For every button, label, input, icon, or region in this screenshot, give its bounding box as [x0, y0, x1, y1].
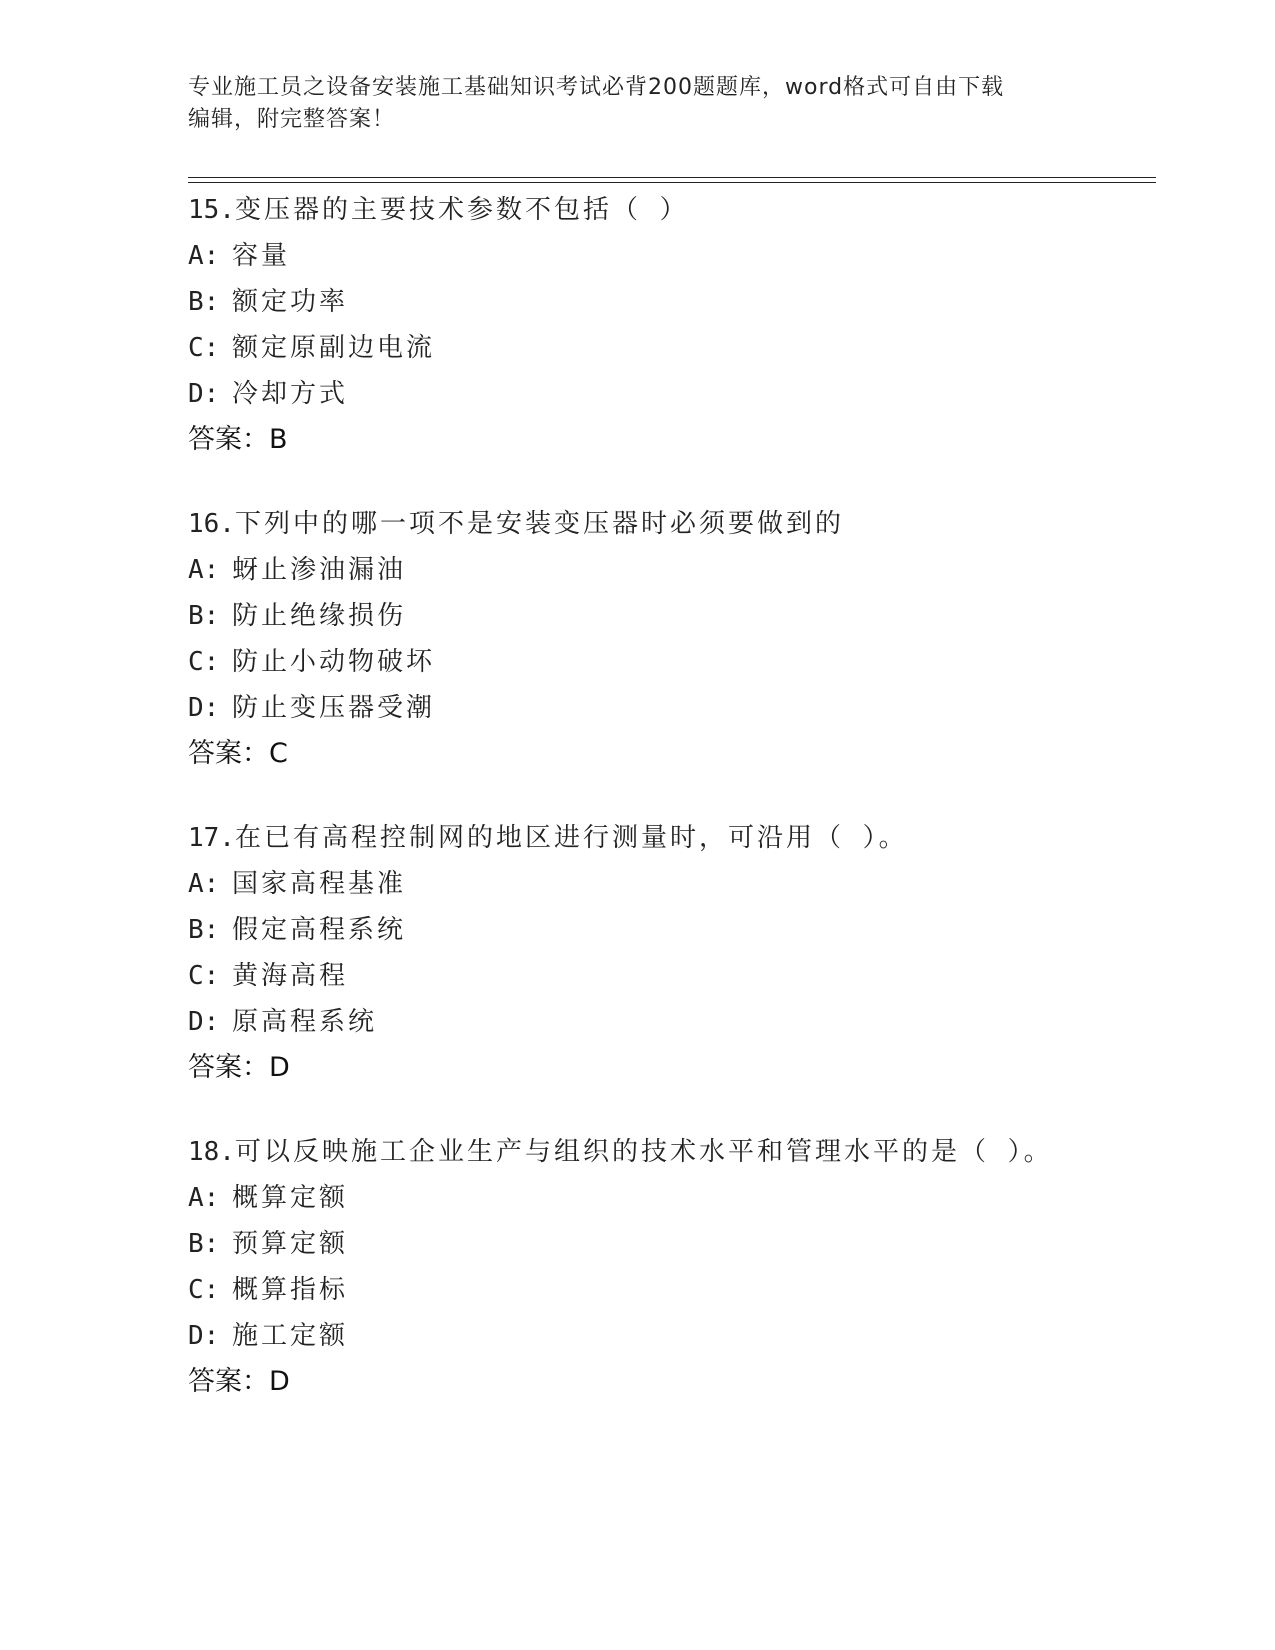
question-block: [188, 815, 1148, 1091]
option-letter: B:: [188, 915, 220, 945]
question-title: [188, 501, 1148, 547]
option-c: [188, 953, 1148, 999]
answer-line: 答案：D: [188, 1366, 290, 1397]
header-line-1: 专业施工员之设备安装施工基础知识考试必背200题题库，word格式可自由下载: [188, 75, 1005, 100]
option-letter: D:: [188, 379, 220, 409]
question-text: 变压器的主要技术参数不包括（ ）: [234, 195, 689, 225]
option-letter: A:: [188, 555, 220, 585]
header-divider-top: [188, 177, 1156, 178]
option-letter: A:: [188, 1183, 220, 1213]
option-text: 额定功率: [232, 287, 349, 317]
option-letter: C:: [188, 1275, 220, 1305]
question-text: 下列中的哪一项不是安装变压器时必须要做到的: [234, 509, 844, 539]
option-text: 额定原副边电流: [232, 333, 436, 363]
option-b: [188, 593, 1148, 639]
question-text: 可以反映施工企业生产与组织的技术水平和管理水平的是（ ）。: [234, 1137, 1053, 1167]
option-a: [188, 861, 1148, 907]
option-letter: A:: [188, 241, 220, 271]
question-text: 在已有高程控制网的地区进行测量时，可沿用（ ）。: [234, 823, 908, 853]
question-block: [188, 187, 1148, 463]
question-number: 16.: [188, 509, 235, 539]
option-text: 容量: [232, 241, 291, 271]
option-text: 黄海高程: [232, 961, 349, 991]
option-letter: D:: [188, 1007, 220, 1037]
option-letter: D:: [188, 693, 220, 723]
option-text: 蚜止渗油漏油: [232, 555, 407, 585]
option-text: 防止小动物破坏: [232, 647, 436, 677]
option-letter: C:: [188, 333, 220, 363]
question-number: 15.: [188, 195, 235, 225]
option-a: [188, 547, 1148, 593]
answer-line: 答案：B: [188, 424, 288, 455]
option-b: [188, 279, 1148, 325]
option-d: [188, 999, 1148, 1045]
question-number: 18.: [188, 1137, 235, 1167]
answer-line: 答案：C: [188, 738, 288, 769]
option-c: [188, 1267, 1148, 1313]
option-text: 概算指标: [232, 1275, 349, 1305]
question-number: 17.: [188, 823, 235, 853]
option-letter: D:: [188, 1321, 220, 1351]
option-d: [188, 371, 1148, 417]
option-a: [188, 233, 1148, 279]
option-text: 国家高程基准: [232, 869, 407, 899]
question-title: [188, 815, 1148, 861]
option-c: [188, 325, 1148, 371]
option-letter: C:: [188, 647, 220, 677]
option-text: 原高程系统: [232, 1007, 378, 1037]
question-title: [188, 1129, 1148, 1175]
option-letter: C:: [188, 961, 220, 991]
option-text: 冷却方式: [232, 379, 349, 409]
option-d: [188, 685, 1148, 731]
option-text: 防止绝缘损伤: [232, 601, 407, 631]
option-text: 预算定额: [232, 1229, 349, 1259]
option-letter: B:: [188, 601, 220, 631]
option-b: [188, 1221, 1148, 1267]
header-line-2: 编辑，附完整答案！: [188, 107, 396, 132]
option-text: 防止变压器受潮: [232, 693, 436, 723]
header-divider-bottom: [188, 182, 1156, 183]
option-text: 施工定额: [232, 1321, 349, 1351]
option-a: [188, 1175, 1148, 1221]
question-block: [188, 1129, 1148, 1405]
option-text: 概算定额: [232, 1183, 349, 1213]
option-letter: B:: [188, 1229, 220, 1259]
question-block: [188, 501, 1148, 777]
option-c: [188, 639, 1148, 685]
option-d: [188, 1313, 1148, 1359]
answer-line: 答案：D: [188, 1052, 290, 1083]
option-text: 假定高程系统: [232, 915, 407, 945]
option-letter: A:: [188, 869, 220, 899]
option-letter: B:: [188, 287, 220, 317]
question-title: [188, 187, 1148, 233]
document-header: [188, 72, 1088, 136]
option-b: [188, 907, 1148, 953]
